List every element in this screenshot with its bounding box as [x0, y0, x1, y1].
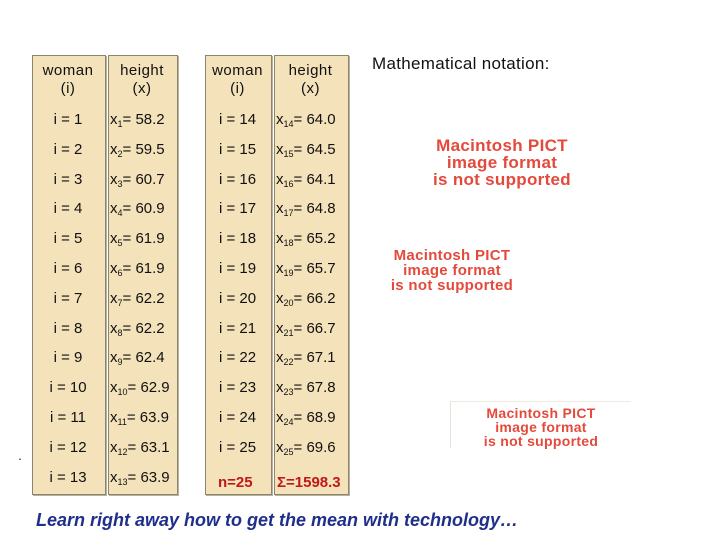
height-value: = 63.1: [127, 439, 170, 456]
subscript-index: 17: [283, 208, 294, 218]
row-index-left: i = 11: [50, 409, 86, 426]
subscript-index: 7: [117, 298, 123, 308]
row-index-right: i = 16: [218, 171, 257, 188]
subscript-index: 22: [283, 357, 294, 367]
height-value: = 65.2: [293, 230, 336, 247]
pict-line-2: image format: [495, 419, 587, 435]
row-height-right: [276, 172, 336, 188]
row-height-left: [110, 440, 170, 456]
row-index-right: i = 19: [218, 260, 257, 277]
variable-letter: x: [276, 230, 284, 247]
row-index-left: i = 10: [49, 379, 87, 396]
row-index-right: i = 17: [218, 200, 257, 217]
row-height-left: [110, 350, 165, 366]
row-index-left: i = 12: [49, 439, 87, 456]
row-height-right: [276, 321, 336, 337]
height-value: = 66.7: [293, 320, 336, 337]
row-index-right: i = 14: [218, 111, 257, 128]
row-index-left: i = 3: [53, 171, 83, 188]
row-index-right: i = 18: [218, 230, 257, 247]
variable-letter: x: [110, 260, 118, 277]
height-value: = 58.2: [122, 111, 165, 128]
pict-line-3: is not supported: [483, 433, 599, 449]
subscript-index: 15: [283, 149, 294, 159]
pict-placeholder-3: [450, 401, 631, 448]
variable-letter: x: [276, 141, 284, 158]
subscript-index: 2: [117, 149, 123, 159]
row-index-left: i = 13: [49, 469, 87, 486]
row-height-left: [110, 291, 165, 307]
header-height-sub: (x): [301, 80, 320, 97]
row-height-left: [110, 261, 165, 277]
row-height-right: [276, 440, 336, 456]
variable-letter: x: [276, 171, 284, 188]
pict-line-1: Macintosh PICT: [486, 405, 596, 421]
height-value: = 62.2: [122, 290, 165, 307]
sum-total: Σ=1598.3: [277, 474, 341, 491]
height-value: = 64.8: [293, 200, 336, 217]
row-index-left: i = 9: [53, 349, 83, 366]
height-value: = 60.7: [122, 171, 165, 188]
subscript-index: 21: [283, 328, 294, 338]
pict-placeholder-1: [376, 137, 628, 188]
row-height-left: [110, 321, 165, 337]
subscript-index: 19: [283, 268, 294, 278]
variable-letter: x: [110, 379, 118, 396]
height-value: = 64.0: [293, 111, 336, 128]
row-height-right: [276, 350, 336, 366]
row-height-left: [110, 172, 165, 188]
row-index-right: i = 15: [218, 141, 257, 158]
variable-letter: x: [276, 320, 284, 337]
subscript-index: 10: [117, 387, 128, 397]
pict-line-3: is not supported: [390, 277, 514, 294]
height-value: = 67.1: [293, 349, 336, 366]
row-height-right: [276, 201, 336, 217]
pict-line-1: Macintosh PICT: [436, 136, 568, 155]
row-index-right: i = 22: [218, 349, 257, 366]
row-height-left: [110, 142, 165, 158]
variable-letter: x: [276, 111, 284, 128]
row-index-left: i = 2: [53, 141, 83, 158]
row-height-left: [110, 470, 170, 486]
row-height-left: [110, 410, 169, 426]
subscript-index: 11: [117, 417, 127, 427]
height-value: = 66.2: [293, 290, 336, 307]
pict-line-1: Macintosh PICT: [393, 247, 511, 264]
variable-letter: x: [276, 200, 284, 217]
variable-letter: x: [110, 320, 118, 337]
subscript-index: 9: [117, 357, 123, 367]
subscript-index: 5: [117, 238, 123, 248]
variable-letter: x: [276, 439, 284, 456]
subscript-index: 14: [283, 119, 294, 129]
variable-letter: x: [110, 171, 118, 188]
variable-letter: x: [276, 379, 284, 396]
subscript-index: 1: [117, 119, 123, 129]
row-height-left: [110, 231, 165, 247]
row-index-left: i = 8: [53, 320, 83, 337]
height-value: = 67.8: [293, 379, 336, 396]
row-index-right: i = 21: [218, 320, 257, 337]
row-height-right: [276, 291, 336, 307]
height-value: = 64.1: [293, 171, 336, 188]
header-height-right: [274, 63, 347, 96]
count-n: n=25: [218, 474, 253, 491]
row-height-left: [110, 201, 165, 217]
subscript-index: 18: [283, 238, 294, 248]
subscript-index: 24: [283, 417, 294, 427]
height-value: = 65.7: [293, 260, 336, 277]
row-index-right: i = 23: [218, 379, 257, 396]
row-index-left: i = 5: [53, 230, 83, 247]
variable-letter: x: [110, 200, 118, 217]
variable-letter: x: [110, 290, 118, 307]
pict-line-3: is not supported: [433, 170, 571, 189]
subscript-index: 20: [283, 298, 294, 308]
pict-placeholder-2: [372, 248, 532, 293]
height-value: = 63.9: [127, 469, 170, 486]
variable-letter: x: [276, 260, 284, 277]
height-value: = 59.5: [122, 141, 165, 158]
height-value: = 64.5: [293, 141, 336, 158]
row-index-left: i = 4: [53, 200, 83, 217]
row-height-left: [110, 380, 170, 396]
subscript-index: 3: [117, 179, 123, 189]
header-height-label: height: [288, 62, 333, 79]
subscript-index: 23: [283, 387, 294, 397]
variable-letter: x: [110, 141, 118, 158]
subscript-index: 25: [283, 447, 294, 457]
height-value: = 63.9: [126, 409, 169, 426]
subscript-index: 6: [117, 268, 123, 278]
header-height-label: height: [120, 62, 164, 79]
height-value: = 61.9: [122, 260, 165, 277]
row-height-right: [276, 380, 336, 396]
subscript-index: 13: [117, 477, 128, 487]
variable-letter: x: [110, 409, 118, 426]
header-height-sub: (x): [132, 80, 152, 97]
variable-letter: x: [276, 290, 284, 307]
row-height-left: [110, 112, 165, 128]
row-index-left: i = 1: [53, 111, 83, 128]
notation-title: Mathematical notation:: [372, 54, 550, 73]
variable-letter: x: [276, 349, 284, 366]
row-index-right: i = 24: [218, 409, 257, 426]
header-woman-label: woman: [212, 62, 263, 79]
header-woman-left: [32, 63, 104, 96]
row-height-right: [276, 261, 336, 277]
pict-line-2: image format: [446, 153, 558, 172]
subscript-index: 12: [117, 447, 128, 457]
row-height-right: [276, 410, 336, 426]
subscript-index: 8: [117, 328, 123, 338]
row-height-right: [276, 142, 336, 158]
header-woman-label: woman: [42, 62, 94, 79]
row-index-left: i = 7: [53, 290, 83, 307]
pict-line-2: image format: [403, 262, 501, 279]
row-height-right: [276, 231, 336, 247]
row-index-right: i = 25: [218, 439, 257, 456]
subscript-index: 16: [283, 179, 294, 189]
variable-letter: x: [110, 111, 118, 128]
row-index-left: i = 6: [53, 260, 83, 277]
height-value: = 69.6: [293, 439, 336, 456]
variable-letter: x: [110, 439, 118, 456]
bullet-mark: .: [18, 447, 22, 463]
variable-letter: x: [276, 409, 284, 426]
height-value: = 62.4: [122, 349, 165, 366]
header-woman-right: [205, 63, 270, 96]
height-value: = 62.2: [122, 320, 165, 337]
height-value: = 62.9: [127, 379, 170, 396]
header-woman-sub: (i): [230, 80, 245, 97]
row-index-right: i = 20: [218, 290, 257, 307]
height-value: = 68.9: [293, 409, 336, 426]
header-height-left: [108, 63, 176, 96]
variable-letter: x: [110, 230, 118, 247]
variable-letter: x: [110, 469, 118, 486]
height-value: = 61.9: [122, 230, 165, 247]
variable-letter: x: [110, 349, 118, 366]
header-woman-sub: (i): [60, 80, 76, 97]
row-height-right: [276, 112, 336, 128]
footer-caption: Learn right away how to get the mean with technology…: [36, 510, 519, 530]
height-value: = 60.9: [122, 200, 165, 217]
subscript-index: 4: [117, 208, 123, 218]
